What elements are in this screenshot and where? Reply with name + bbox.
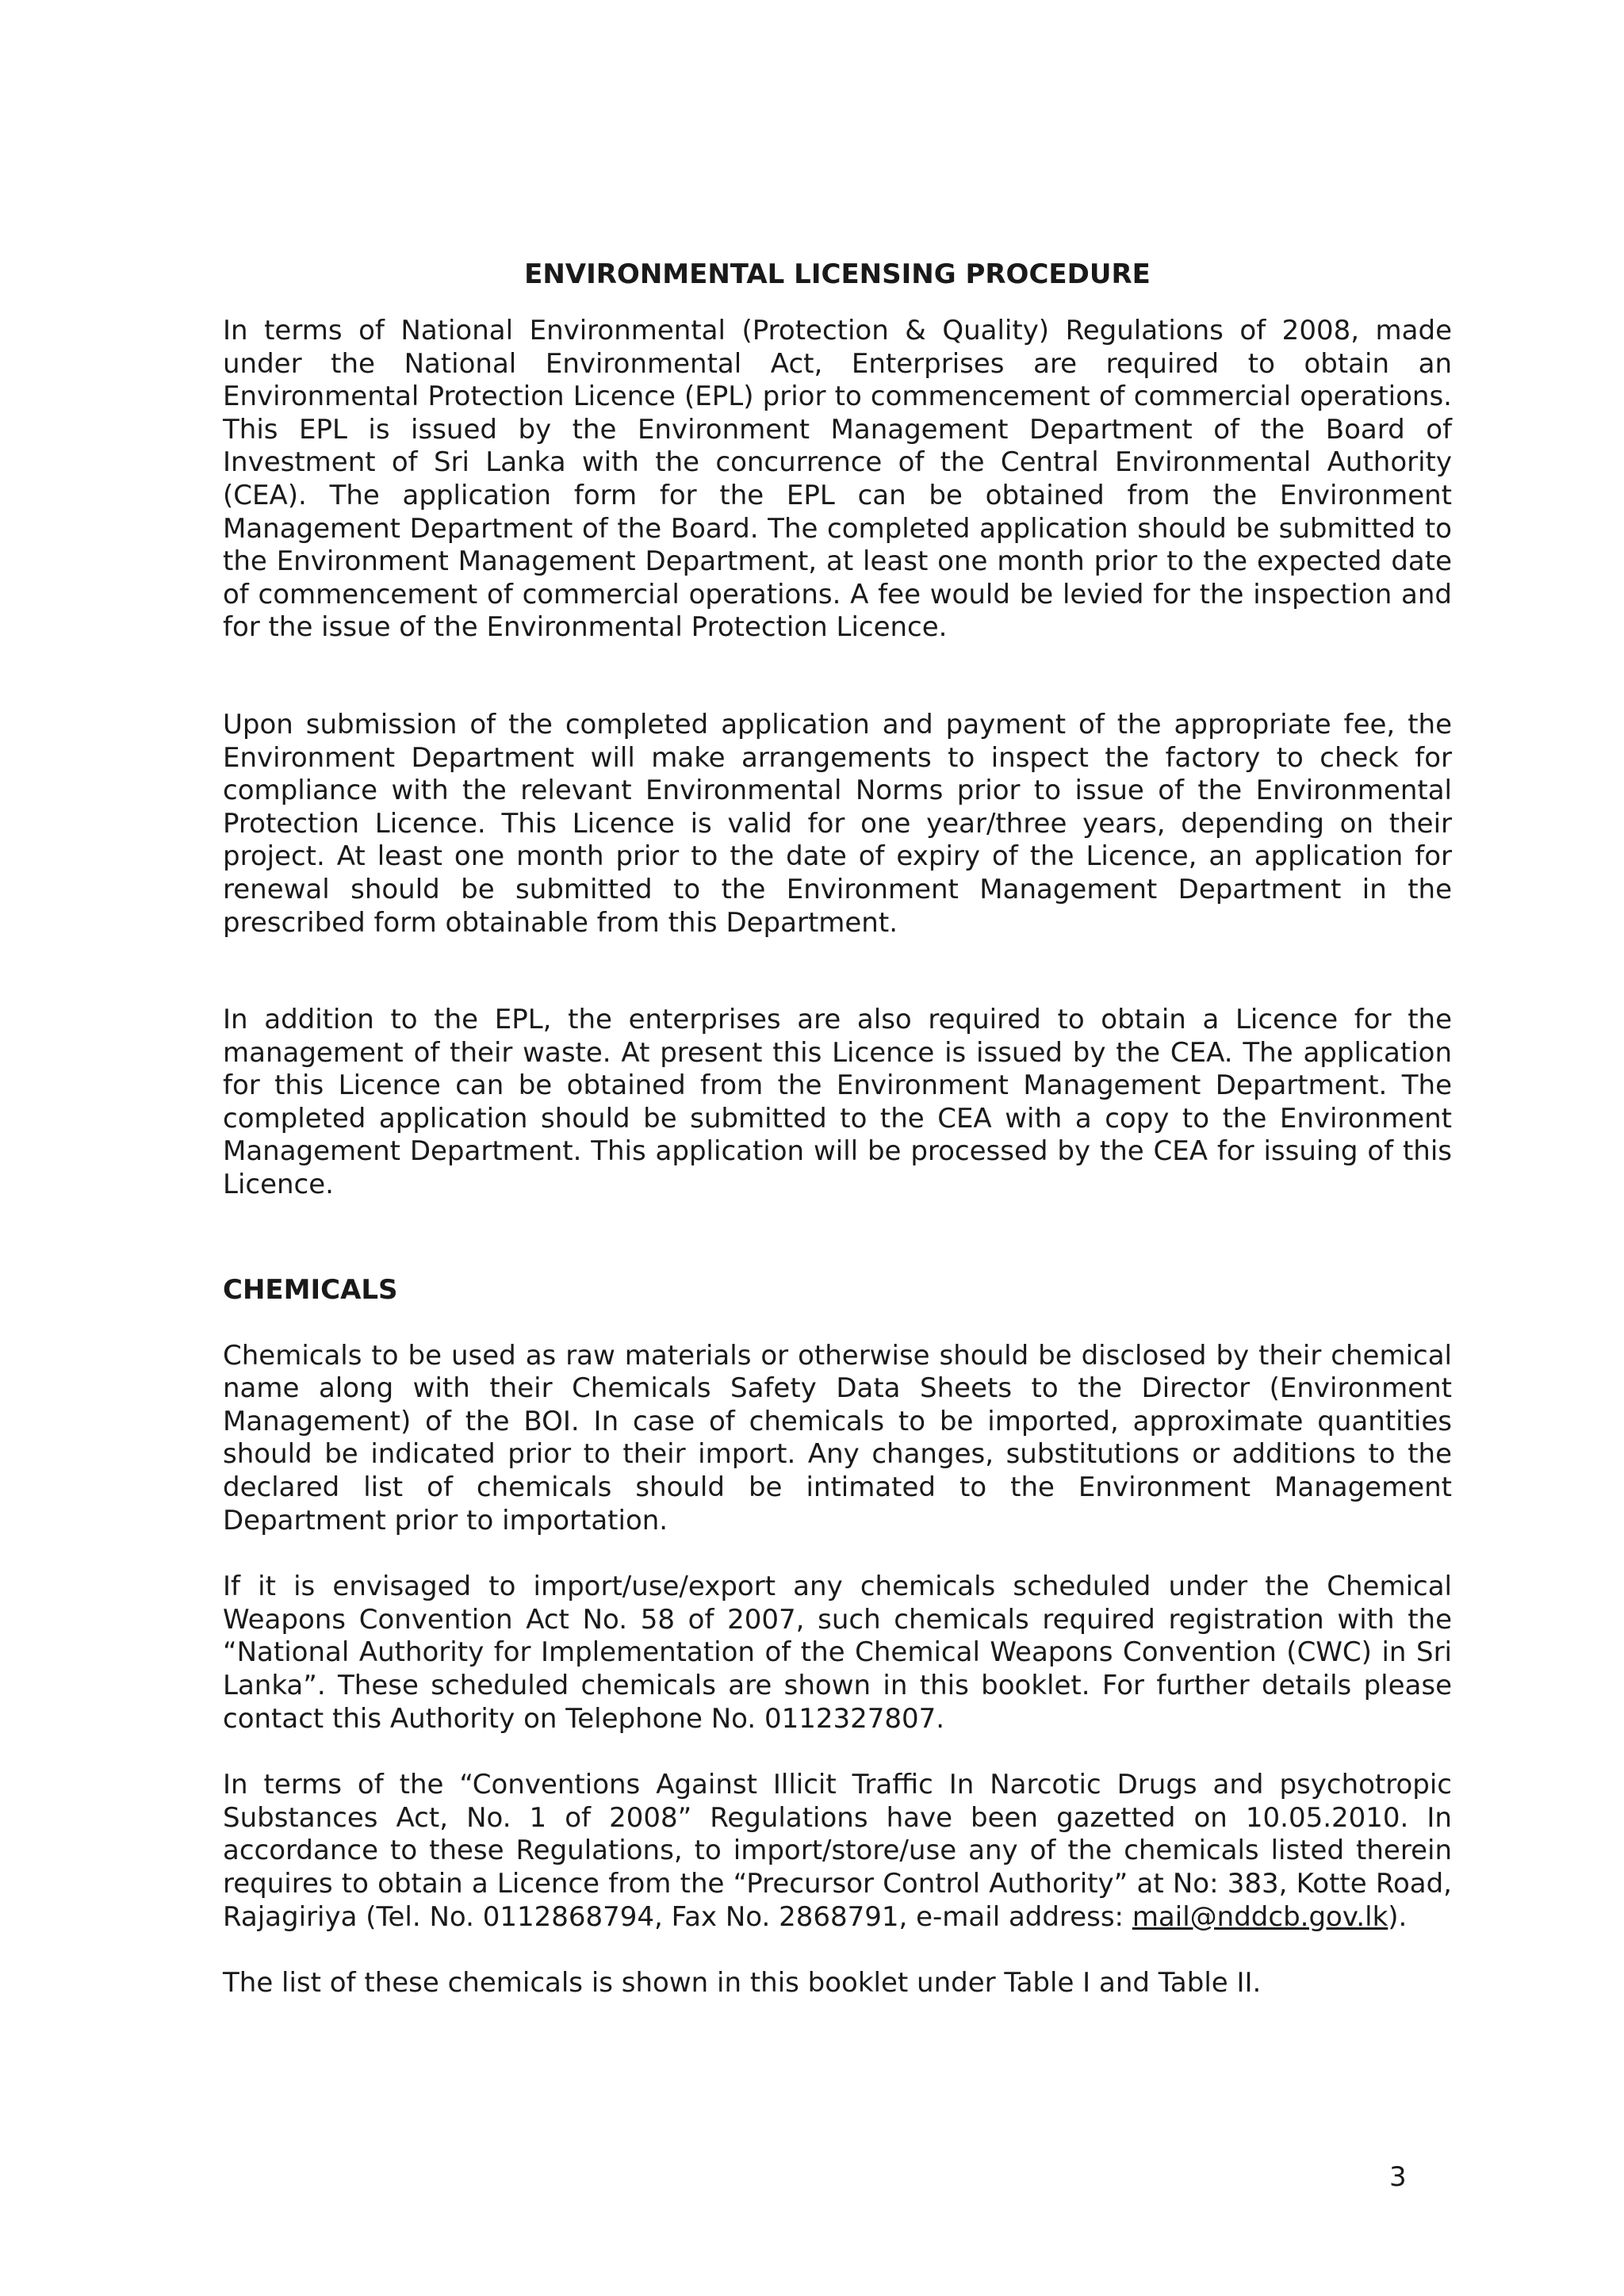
paragraph-chemical-weapons: If it is envisaged to import/use/export any chemicals scheduled under the Chemical Weapons Convention Act No. 58 of 2007, such chemicals required registration with the “National Authority for Implementation of the Chemical Weapons Convention (CWC) in Sri Lanka”. These scheduled chemicals are shown in this booklet. For further details please contact this Authority on Telephone No. 0112327807. (223, 1571, 1452, 1735)
document-title: ENVIRONMENTAL LICENSING PROCEDURE (524, 258, 1151, 290)
document-page (223, 258, 1452, 2000)
paragraph-inspection-renewal: Upon submission of the completed application and payment of the appropriate fee, the Environment Department will make arrangements to inspect the factory to check for compliance with the relevant Environmental Norms prior to issue of the Environmental Protection Licence. This Licence is valid for one year/three years, depending on their project. At least one month prior to the date of expiry of the Licence, an application for renewal should be submitted to the Environment Management Department in the prescribed form obtainable from this Department. (223, 708, 1452, 939)
paragraph-waste-licence: In addition to the EPL, the enterprises are also required to obtain a Licence for the management of their waste. At present this Licence is issued by the CEA. The application for this Licence can be obtained from the Environment Management Department. The completed application should be submitted to the CEA with a copy to the Environment Management Department. This application will be processed by the CEA for issuing of this Licence. (223, 1004, 1452, 1201)
paragraph-epl-requirement: In terms of National Environmental (Protection & Quality) Regulations of 2008, made under the National Environmental Act, Enterprises are required to obtain an Environmental Protection Licence (EPL) prior to commencement of commercial operations. This EPL is issued by the Environment Management Department of the Board of Investment of Sri Lanka with the concurrence of the Central Environmental Authority (CEA). The application form for the EPL can be obtained from the Environment Management Department of the Board. The completed application should be submitted to the Environment Management Department, at least one month prior to the expected date of commencement of commercial operations. A fee would be levied for the inspection and for the issue of the Environmental Protection Licence. (223, 315, 1452, 644)
paragraph-narcotic-precursors (223, 1769, 1452, 1934)
email-link[interactable]: mail@nddcb.gov.lk (1132, 1900, 1388, 1933)
paragraph-chemicals-disclosure: Chemicals to be used as raw materials or otherwise should be disclosed by their chemical name along with their Chemicals Safety Data Sheets to the Director (Environment Management) of the BOI. In case of chemicals to be imported, approximate quantities should be indicated prior to their import. Any changes, substitutions or additions to the declared list of chemicals should be intimated to the Environment Management Department prior to importation. (223, 1339, 1452, 1536)
narcotics-text-end: ). (1388, 1900, 1408, 1933)
page-number: 3 (1389, 2161, 1407, 2193)
narcotics-text: In terms of the “Conventions Against Illicit Traffic In Narcotic Drugs and psychotropic Substances Act, No. 1 of 2008” Regulations have been gazetted on 10.05.2010. In accordance to these Regulations, to import/store/use any of the chemicals listed therein requires to obtain a Licence from the “Precursor Control Authority” at No: 383, Kotte Road, Rajagiriya (Tel. No. 0112868794, Fax No. 2868791, e-mail address: (223, 1769, 1452, 1933)
paragraph-chemical-tables: The list of these chemicals is shown in this booklet under Table I and Table II. (223, 1967, 1262, 1999)
chemicals-heading: CHEMICALS (223, 1273, 398, 1306)
